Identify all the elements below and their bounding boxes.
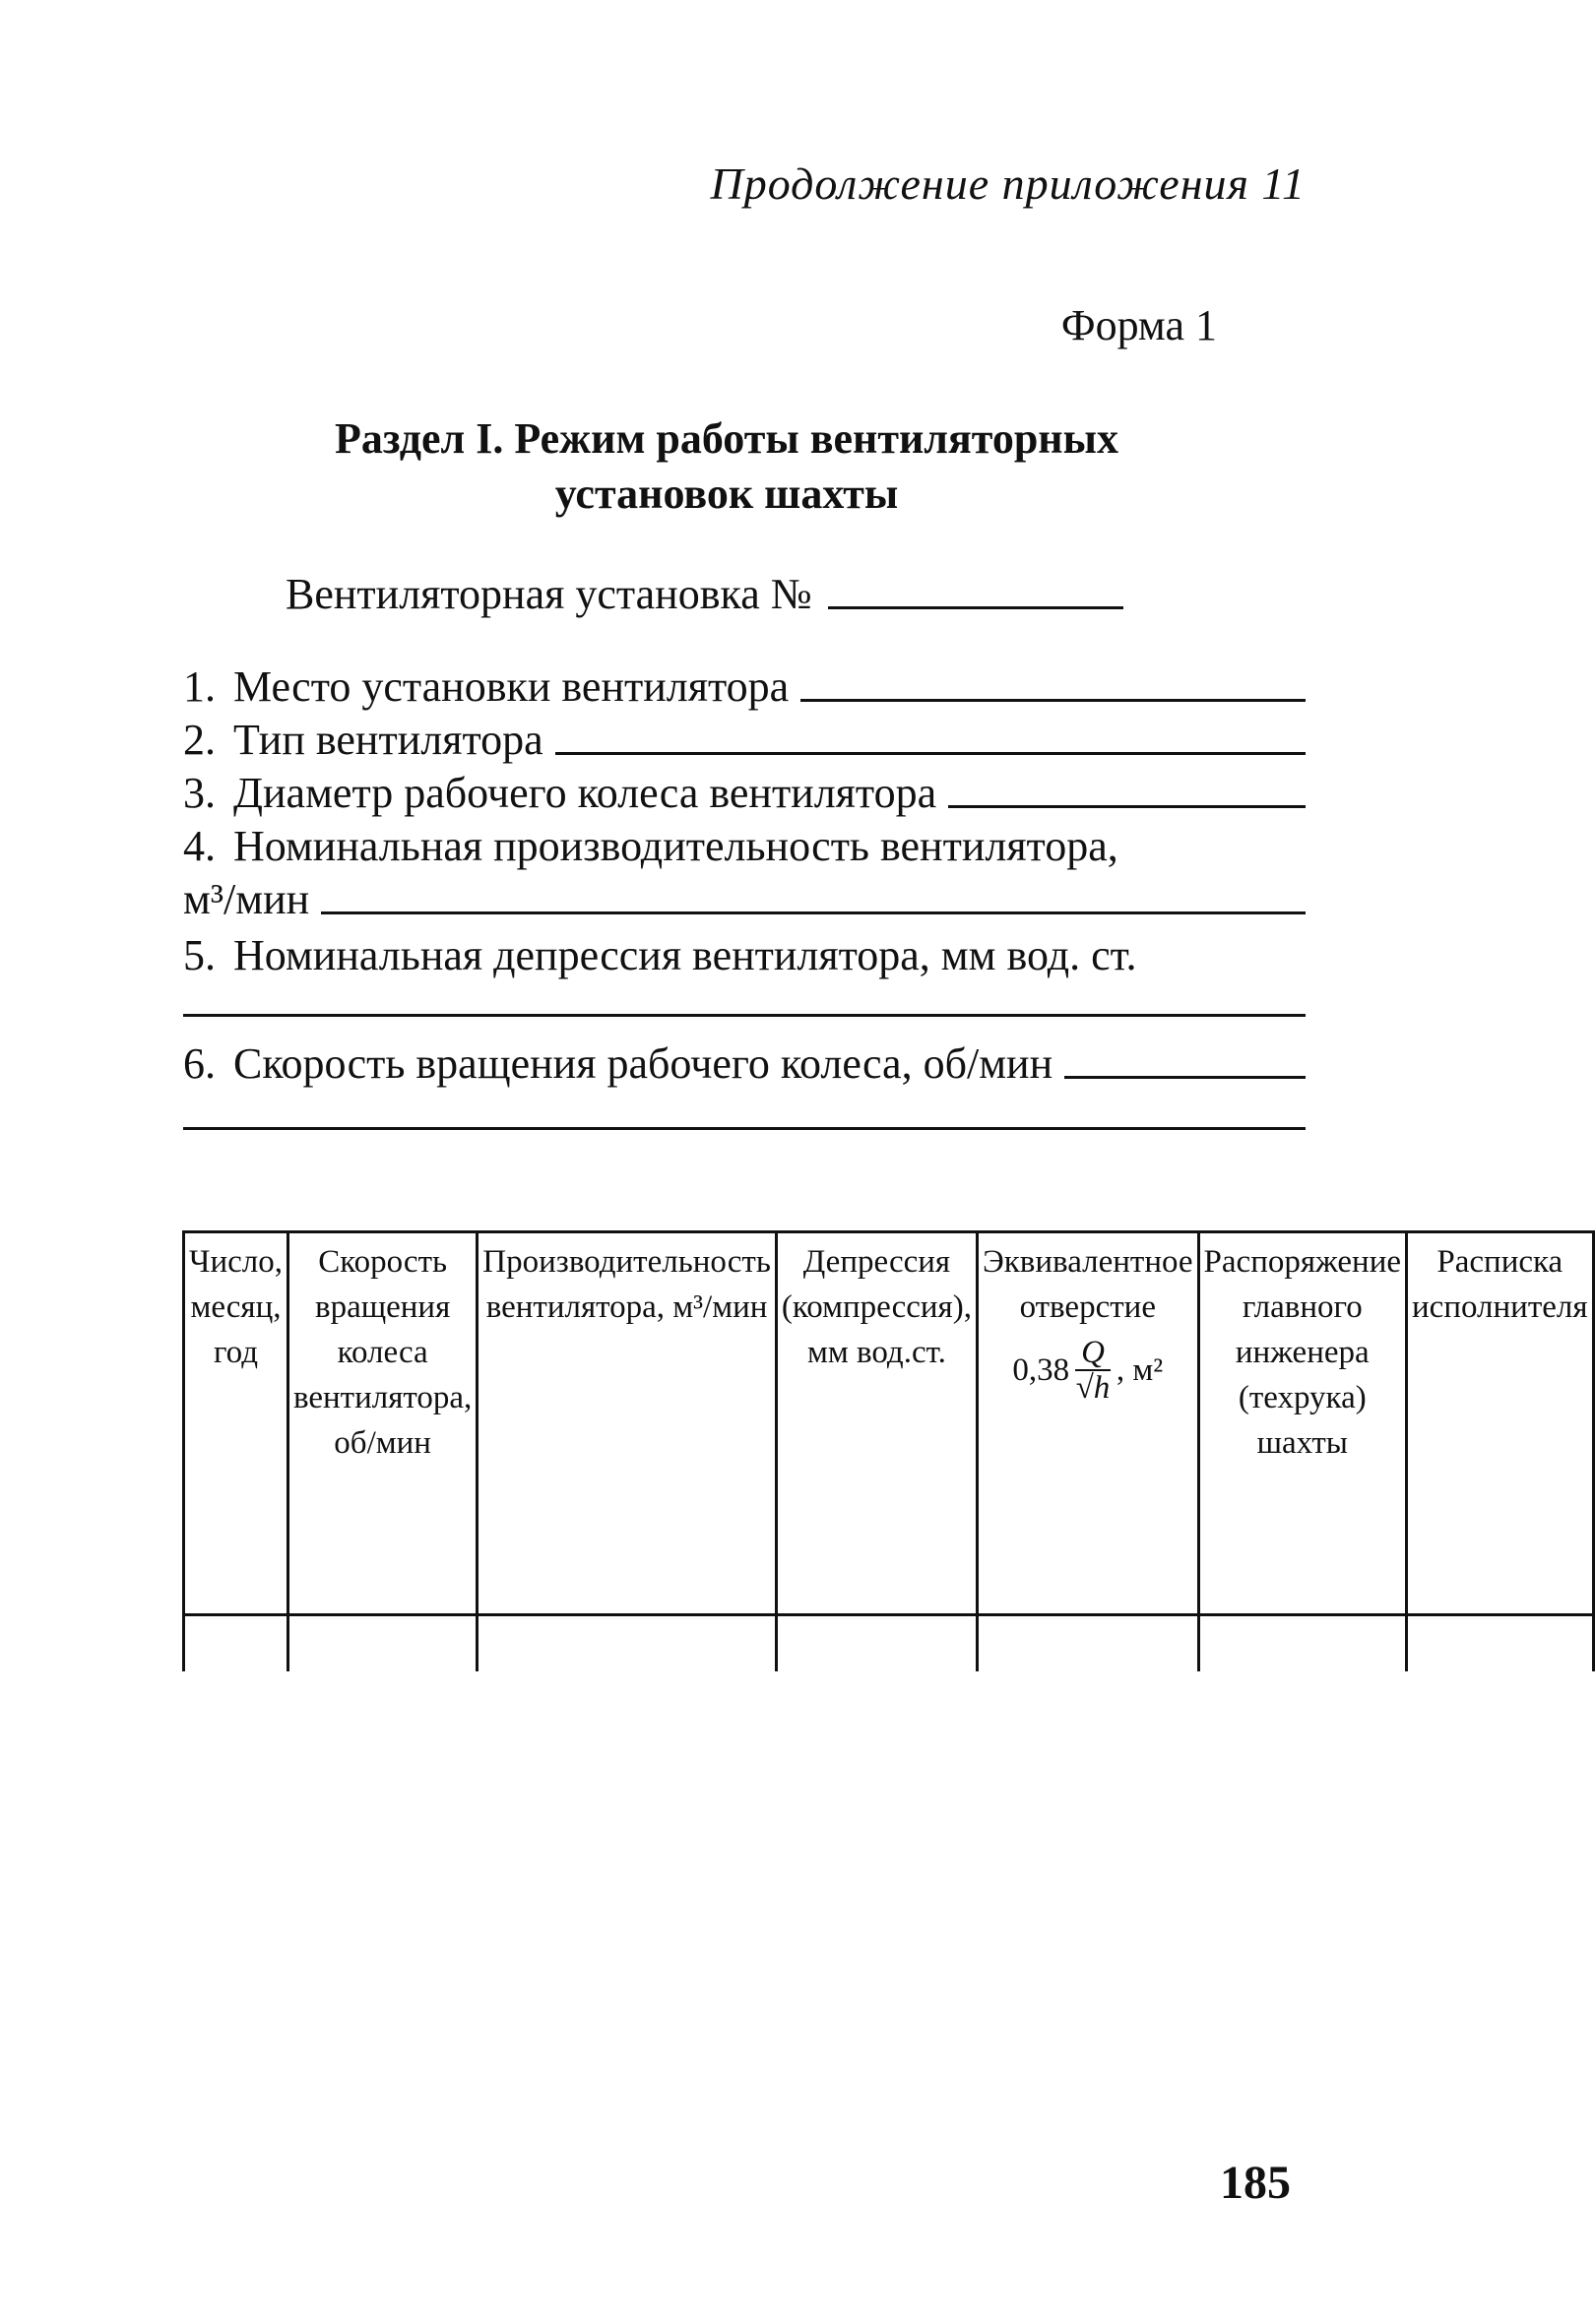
item-text: Номинальная производительность вентилятора, — [233, 822, 1118, 870]
column-header-executor-signature: Расписка исполнителя — [1407, 1232, 1594, 1615]
item-text: Место установки вентилятора — [233, 662, 790, 711]
table-cell[interactable] — [1407, 1615, 1594, 1672]
item-text: Номинальная депрессия вентилятора, мм вод. ст. — [233, 931, 1137, 979]
item-1 — [183, 661, 1306, 712]
item-number: 1. — [183, 662, 216, 711]
formula-denominator: √h — [1075, 1370, 1111, 1406]
formula-numerator: Q — [1075, 1336, 1111, 1371]
table-row — [184, 1615, 1594, 1672]
column-header-capacity: Производительность вентилятора, м³/мин — [478, 1232, 777, 1615]
fan-operation-table — [182, 1230, 1595, 1671]
item-number: 3. — [183, 769, 216, 817]
item-6-blank[interactable] — [1064, 1076, 1306, 1079]
page-number: 185 — [1220, 2157, 1291, 2209]
item-4-blank[interactable] — [321, 911, 1306, 914]
item-number: 6. — [183, 1039, 216, 1088]
formula-coefficient: 0,38 — [1012, 1352, 1070, 1388]
column-header-equivalent-orifice — [977, 1232, 1198, 1615]
section-title-line-2: установок шахты — [554, 470, 899, 518]
item-5 — [183, 930, 1306, 980]
section-title — [0, 411, 1453, 522]
table-cell[interactable] — [1198, 1615, 1406, 1672]
table-cell[interactable] — [287, 1615, 477, 1672]
item-6 — [183, 1038, 1306, 1089]
formula-fraction — [1075, 1336, 1111, 1405]
item-5-blank[interactable] — [183, 1014, 1306, 1017]
fan-installation-field — [286, 569, 1221, 619]
item-4-unit-row — [183, 874, 1306, 924]
table-cell[interactable] — [776, 1615, 977, 1672]
item-3-blank[interactable] — [948, 805, 1306, 808]
table-cell[interactable] — [977, 1615, 1198, 1672]
item-6-blank-line[interactable] — [183, 1127, 1306, 1130]
column-header-depression: Депрессия (компрессия), мм вод.ст. — [776, 1232, 977, 1615]
item-text: Диаметр рабочего колеса вентилятора — [233, 769, 937, 817]
item-text: Скорость вращения рабочего колеса, об/мин — [233, 1039, 1053, 1088]
continuation-header: Продолжение приложения 11 — [710, 158, 1306, 209]
item-text: Тип вентилятора — [233, 716, 543, 764]
formula-unit: , м² — [1116, 1352, 1164, 1388]
fan-installation-label: Вентиляторная установка № — [286, 570, 812, 618]
table-header-row — [184, 1232, 1594, 1615]
column-header-speed: Скорость вращения колеса вентилятора, об/мин — [287, 1232, 477, 1615]
item-1-blank[interactable] — [800, 699, 1306, 702]
table-cell[interactable] — [184, 1615, 288, 1672]
item-2-blank[interactable] — [555, 752, 1306, 755]
column-header-date: Число, месяц, год — [184, 1232, 288, 1615]
item-4-unit: м³/мин — [183, 875, 310, 923]
equivalent-orifice-formula — [1012, 1336, 1163, 1405]
equivalent-orifice-label: Эквивалентное отверстие — [982, 1244, 1193, 1325]
form-label: Форма 1 — [1060, 301, 1217, 349]
item-2 — [183, 715, 1306, 765]
table-cell[interactable] — [478, 1615, 777, 1672]
section-title-line-1: Раздел I. Режим работы вентиляторных — [335, 414, 1118, 463]
fan-installation-blank[interactable] — [828, 606, 1123, 609]
item-number: 5. — [183, 931, 216, 979]
column-header-engineer-order: Распоряжение главного инженера (техрука) шахты — [1198, 1232, 1406, 1615]
item-number: 2. — [183, 716, 216, 764]
item-3 — [183, 768, 1306, 818]
item-number: 4. — [183, 822, 216, 870]
item-4 — [183, 821, 1306, 871]
